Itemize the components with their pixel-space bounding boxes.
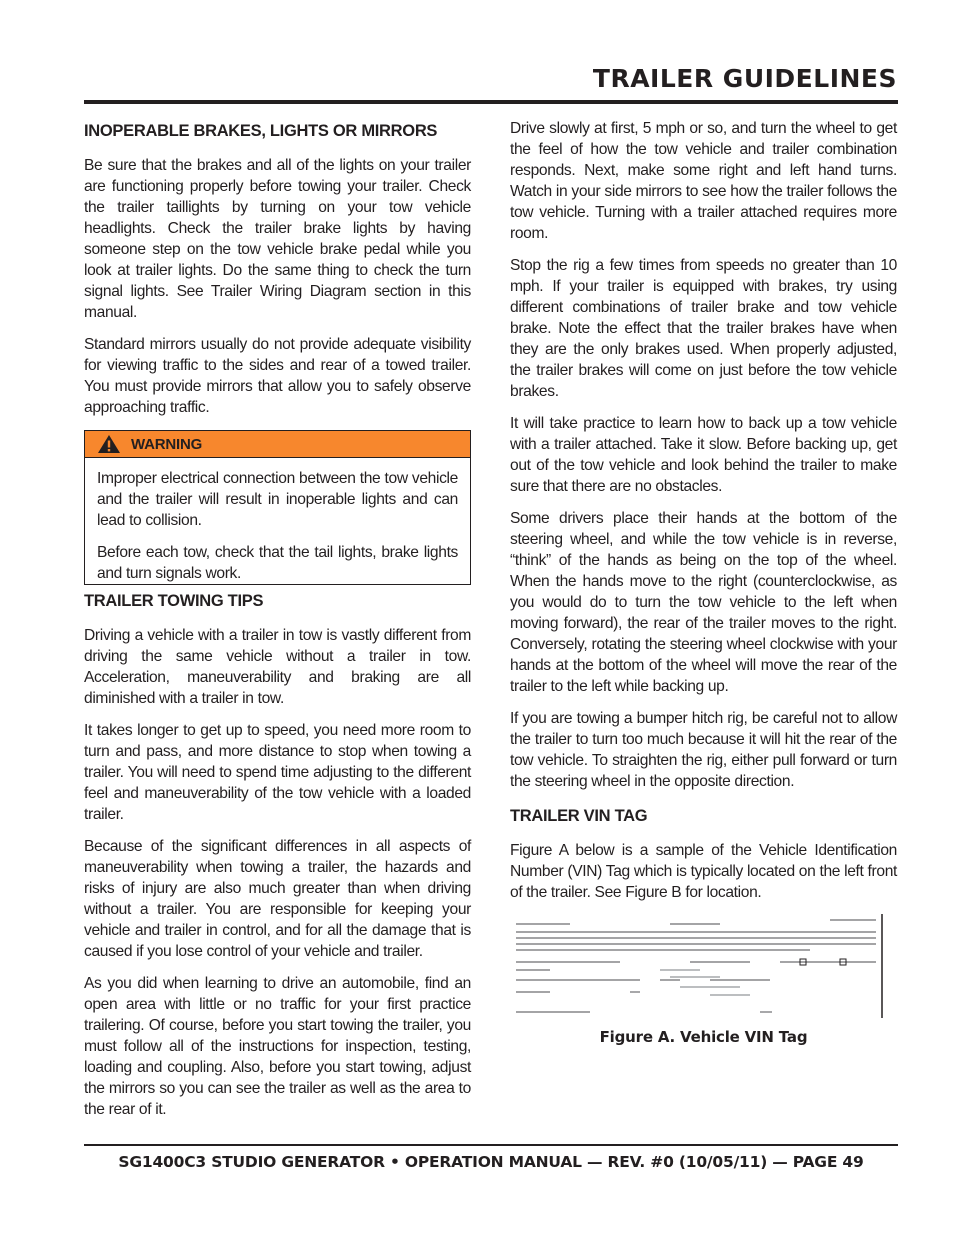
warning-triangle-icon bbox=[97, 434, 121, 454]
paragraph: Some drivers place their hands at the bottom of the steering wheel, and while the tow vehicle is in reverse, “think” of the hands as being on the top of the wheel. When the hands move to the right (counterclockwise, as you would do to turn the tow vehicle to the left when moving forward), the rear of the trailer moves to the right. Conversely, rotating the steering wheel clockwise with your hands at the bottom of the wheel will move the rear of the trailer to the left while backing up. bbox=[510, 510, 897, 695]
warning-header bbox=[85, 431, 470, 458]
warning-label: WARNING bbox=[131, 435, 203, 453]
paragraph: Be sure that the brakes and all of the lights on your trailer are functioning properly before towing your trailer. Check the trailer taillights by turning on your tow vehicle headlights. Check the trailer brake lights by having someone step on the tow vehicle brake pedal while you look at trailer lights. Do the same thing to check the turn signal lights. See Trailer Wiring Diagram section in this manual. bbox=[84, 157, 471, 321]
section-heading-vin-tag: TRAILER VIN TAG bbox=[510, 807, 648, 825]
paragraph: Stop the rig a few times from speeds no greater than 10 mph. If your trailer is equipped with brakes, try using different combinations of trailer brake and tow vehicle brake. Note the effect that the trailer brakes have when they are the only brakes used. When properly adjusted, the trailer brakes will come on just before the tow vehicle brakes. bbox=[510, 257, 897, 400]
section-heading-inoperable: INOPERABLE BRAKES, LIGHTS OR MIRRORS bbox=[84, 122, 438, 140]
paragraph: Figure A below is a sample of the Vehicle Identification Number (VIN) Tag which is typically located on the left front of the trailer. See Figure B for location. bbox=[510, 842, 897, 901]
vin-tag-illustration bbox=[510, 914, 886, 1018]
paragraph: Because of the significant differences in all aspects of maneuverability when towing a trailer, the hazards and risks of injury are also much greater than when driving without a trailer. You are responsible for keeping your vehicle and trailer in control, and for all the damage that is caused if you lose control of your vehicle and trailer. bbox=[84, 838, 471, 960]
paragraph: Driving a vehicle with a trailer in tow is vastly different from driving the same vehicle without a trailer in tow. Acceleration, maneuverability and braking are all diminished with a trailer in tow. bbox=[84, 627, 471, 707]
paragraph: It takes longer to get up to speed, you need more room to turn and pass, and more distance to stop when towing a trailer. You will need to spend time adjusting to the different feel and maneuverability of the tow vehicle with a loaded trailer. bbox=[84, 722, 471, 823]
paragraph: Drive slowly at first, 5 mph or so, and turn the wheel to get the feel of how the tow vehicle and trailer combination responds. Next, make some right and left hand turns. Watch in your side mirrors to see how the trailer follows the tow vehicle. Turning with a trailer attached requires more room. bbox=[510, 120, 897, 242]
page-footer: SG1400C3 STUDIO GENERATOR • OPERATION MANUAL — REV. #0 (10/05/11) — PAGE 49 bbox=[118, 1153, 864, 1171]
warning-box bbox=[84, 430, 471, 585]
paragraph: It will take practice to learn how to back up a tow vehicle with a trailer attached. Take it slow. Before backing up, get out of the tow vehicle and look behind the trailer to make sure that there are no obstacles. bbox=[510, 415, 897, 495]
page-title: TRAILER GUIDELINES bbox=[592, 64, 897, 93]
vin-tag-image bbox=[510, 914, 886, 1018]
footer-rule bbox=[84, 1144, 898, 1146]
warning-text: Improper electrical connection between the tow vehicle and the trailer will result in inoperable lights and can lead to collision. bbox=[97, 470, 458, 529]
warning-body bbox=[85, 458, 470, 584]
paragraph: Standard mirrors usually do not provide adequate visibility for viewing traffic to the sides and rear of a towed trailer. You must provide mirrors that allow you to safely observe approaching traffic. bbox=[84, 336, 471, 416]
section-heading-towing-tips: TRAILER TOWING TIPS bbox=[84, 592, 264, 610]
right-column bbox=[510, 118, 897, 1046]
warning-text: Before each tow, check that the tail lights, brake lights and turn signals work. bbox=[97, 544, 458, 582]
title-rule bbox=[84, 100, 898, 104]
figure-caption: Figure A. Vehicle VIN Tag bbox=[599, 1028, 808, 1046]
left-column bbox=[84, 118, 471, 1131]
paragraph: If you are towing a bumper hitch rig, be careful not to allow the trailer to turn too much because it will hit the rear of the tow vehicle. To straighten the rig, either pull forward or turn the steering wheel in the opposite direction. bbox=[510, 710, 897, 790]
paragraph: As you did when learning to drive an automobile, find an open area with little or no traffic for your first practice trailering. Of course, before you start towing the trailer, you must follow all of the instructions for inspection, testing, loading and coupling. Also, before you start towing, adjust the mirrors so you can see the trailer as well as the area to the rear of it. bbox=[84, 975, 471, 1118]
